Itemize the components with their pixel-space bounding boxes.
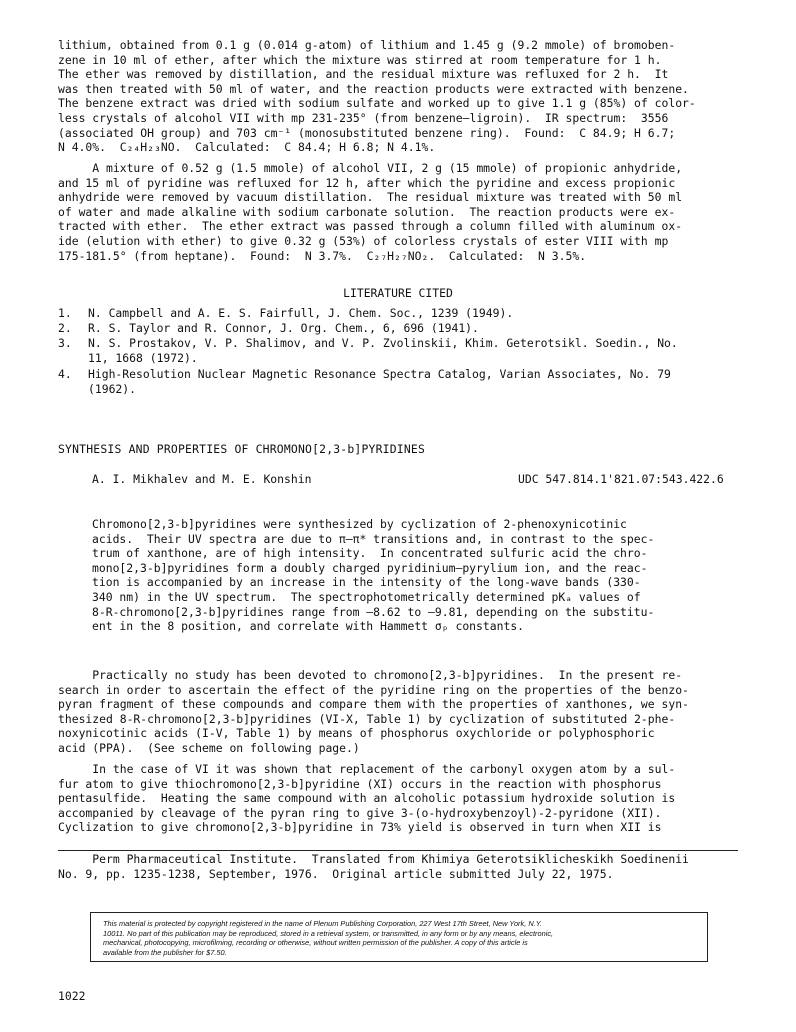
article-title: SYNTHESIS AND PROPERTIES OF CHROMONO[2,3-b]PYRIDINES (58, 442, 426, 456)
reference-text: N. S. Prostakov, V. P. Shalimov, and V. P. Zvolinskii, Khim. Geterotsikl. Soedin., No. 11, 1668 (1972). (88, 336, 678, 365)
reference-number: 3. (58, 336, 72, 350)
footnote: Perm Pharmaceutical Institute. Translated from Khimiya Geterotsiklicheskikh Soedinenii No. 9, pp. 1235-1238, September, 1976. Original article submitted July 22, 1975. (58, 852, 689, 881)
abstract: Chromono[2,3-b]pyridines were synthesized by cyclization of 2-phenoxynicotinic acids. Their UV spectra are due to π—π* transitions and, in contrast to the spec- trum of xanthone, are of high intensity. In concentrated sulfuric acid the chro- mono[2,3-b]pyridines form a doubly charged pyridinium—pyrylium ion, and the reac- tion is accompanied by an increase in the intensity of the long-wave bands (330- 340 nm) in the UV spectrum. The spectrophotometrically determined pKₐ values of 8-R-chromono[2,3-b]pyridines range from —8.62 to —9.81, depending on the substitu- ent in the 8 position, and correlate with Hammett σₚ constants. (92, 517, 655, 634)
footnote-rule (58, 850, 738, 851)
body-paragraph: In the case of VI it was shown that replacement of the carbonyl oxygen atom by a sul- fur atom to give thiochromono[2,3-b]pyridine (XI) occurs in the reaction with phosphorus pentasulfide. Heating the same compound with an alcoholic potassium hydroxide solution is accompanied by cleavage of the pyran ring to give 3-(o-hydroxybenzoyl)-2-pyridone (XII). Cyclization to give chromono[2,3-b]pyridine in 73% yield is observed in turn when XII is (58, 762, 676, 835)
reference-text: R. S. Taylor and R. Connor, J. Org. Chem., 6, 696 (1941). (88, 321, 479, 335)
article-authors: A. I. Mikhalev and M. E. Konshin (92, 472, 312, 486)
experimental-paragraph-alcohol: lithium, obtained from 0.1 g (0.014 g-atom) of lithium and 1.45 g (9.2 mmole) of bromoben- zene in 10 ml of ether, after which the mixture was stirred at room temperature for 1 h. The ether was removed by distillation, and the residual mixture was refluxed for 2 h. It was then treated with 50 ml of water, and the reaction products were extracted with benzene. The benzene extract was dried with sodium sulfate and worked up to give 1.1 g (85%) of color- less crystals of alcohol VII with mp 231-235° (from benzene—ligroin). IR spectrum: 3556 (associated OH group) and 703 cm⁻¹ (monosubstituted benzene ring). Found: C 84.9; H 6.7; N 4.0%. C₂₄H₂₃NO. Calculated: C 84.4; H 6.8; N 4.1%. (58, 38, 696, 155)
udc-code: UDC 547.814.1'821.07:543.422.6 (518, 472, 724, 486)
page-number: 1022 (58, 989, 86, 1003)
reference-text: N. Campbell and A. E. S. Fairfull, J. Chem. Soc., 1239 (1949). (88, 306, 514, 320)
experimental-paragraph-ester: A mixture of 0.52 g (1.5 mmole) of alcohol VII, 2 g (15 mmole) of propionic anhydride, and 15 ml of pyridine was refluxed for 12 h, after which the pyridine and excess propionic anhydride were removed by vacuum distillation. The residual mixture was treated with 50 ml of water and made alkaline with sodium carbonate solution. The reaction products were ex- tracted with ether. The ether extract was passed through a column filled with aluminum ox- ide (elution with ether) to give 0.32 g (53%) of colorless crystals of ester VIII with mp 175-181.5° (from heptane). Found: N 3.7%. C₂₇H₂₇NO₂. Calculated: N 3.5%. (58, 161, 683, 263)
reference-number: 1. (58, 306, 72, 320)
copyright-notice: This material is protected by copyright registered in the name of Plenum Publishing Corporation, 227 West 17th Street, New York, N.Y. 10011. No part of this publication may be reproduced, stored in a retrieval system, or transmitted, in any form or by any means, electronic, mechanical, photocopying, microfilming, recording or otherwise, without written permission of the publisher. A copy of this article is available from the publisher for $7.50. (90, 912, 708, 962)
reference-number: 2. (58, 321, 72, 335)
reference-text: High-Resolution Nuclear Magnetic Resonance Spectra Catalog, Varian Associates, No. 79 (1962). (88, 367, 671, 396)
literature-heading: LITERATURE CITED (343, 286, 453, 300)
introduction-paragraph: Practically no study has been devoted to chromono[2,3-b]pyridines. In the present re- search in order to ascertain the effect of the pyridine ring on the properties of the benzo- pyran fragment of these compounds and compare them with the properties of xanthones, we syn- thesized 8-R-chromono[2,3-b]pyridines (VI-X, Table 1) by cyclization of substituted 2-phe- noxynicotinic acids (I-V, Table 1) by means of phosphorus oxychloride or polyphosphoric acid (PPA). (See scheme on following page.) (58, 668, 689, 755)
reference-number: 4. (58, 367, 72, 381)
